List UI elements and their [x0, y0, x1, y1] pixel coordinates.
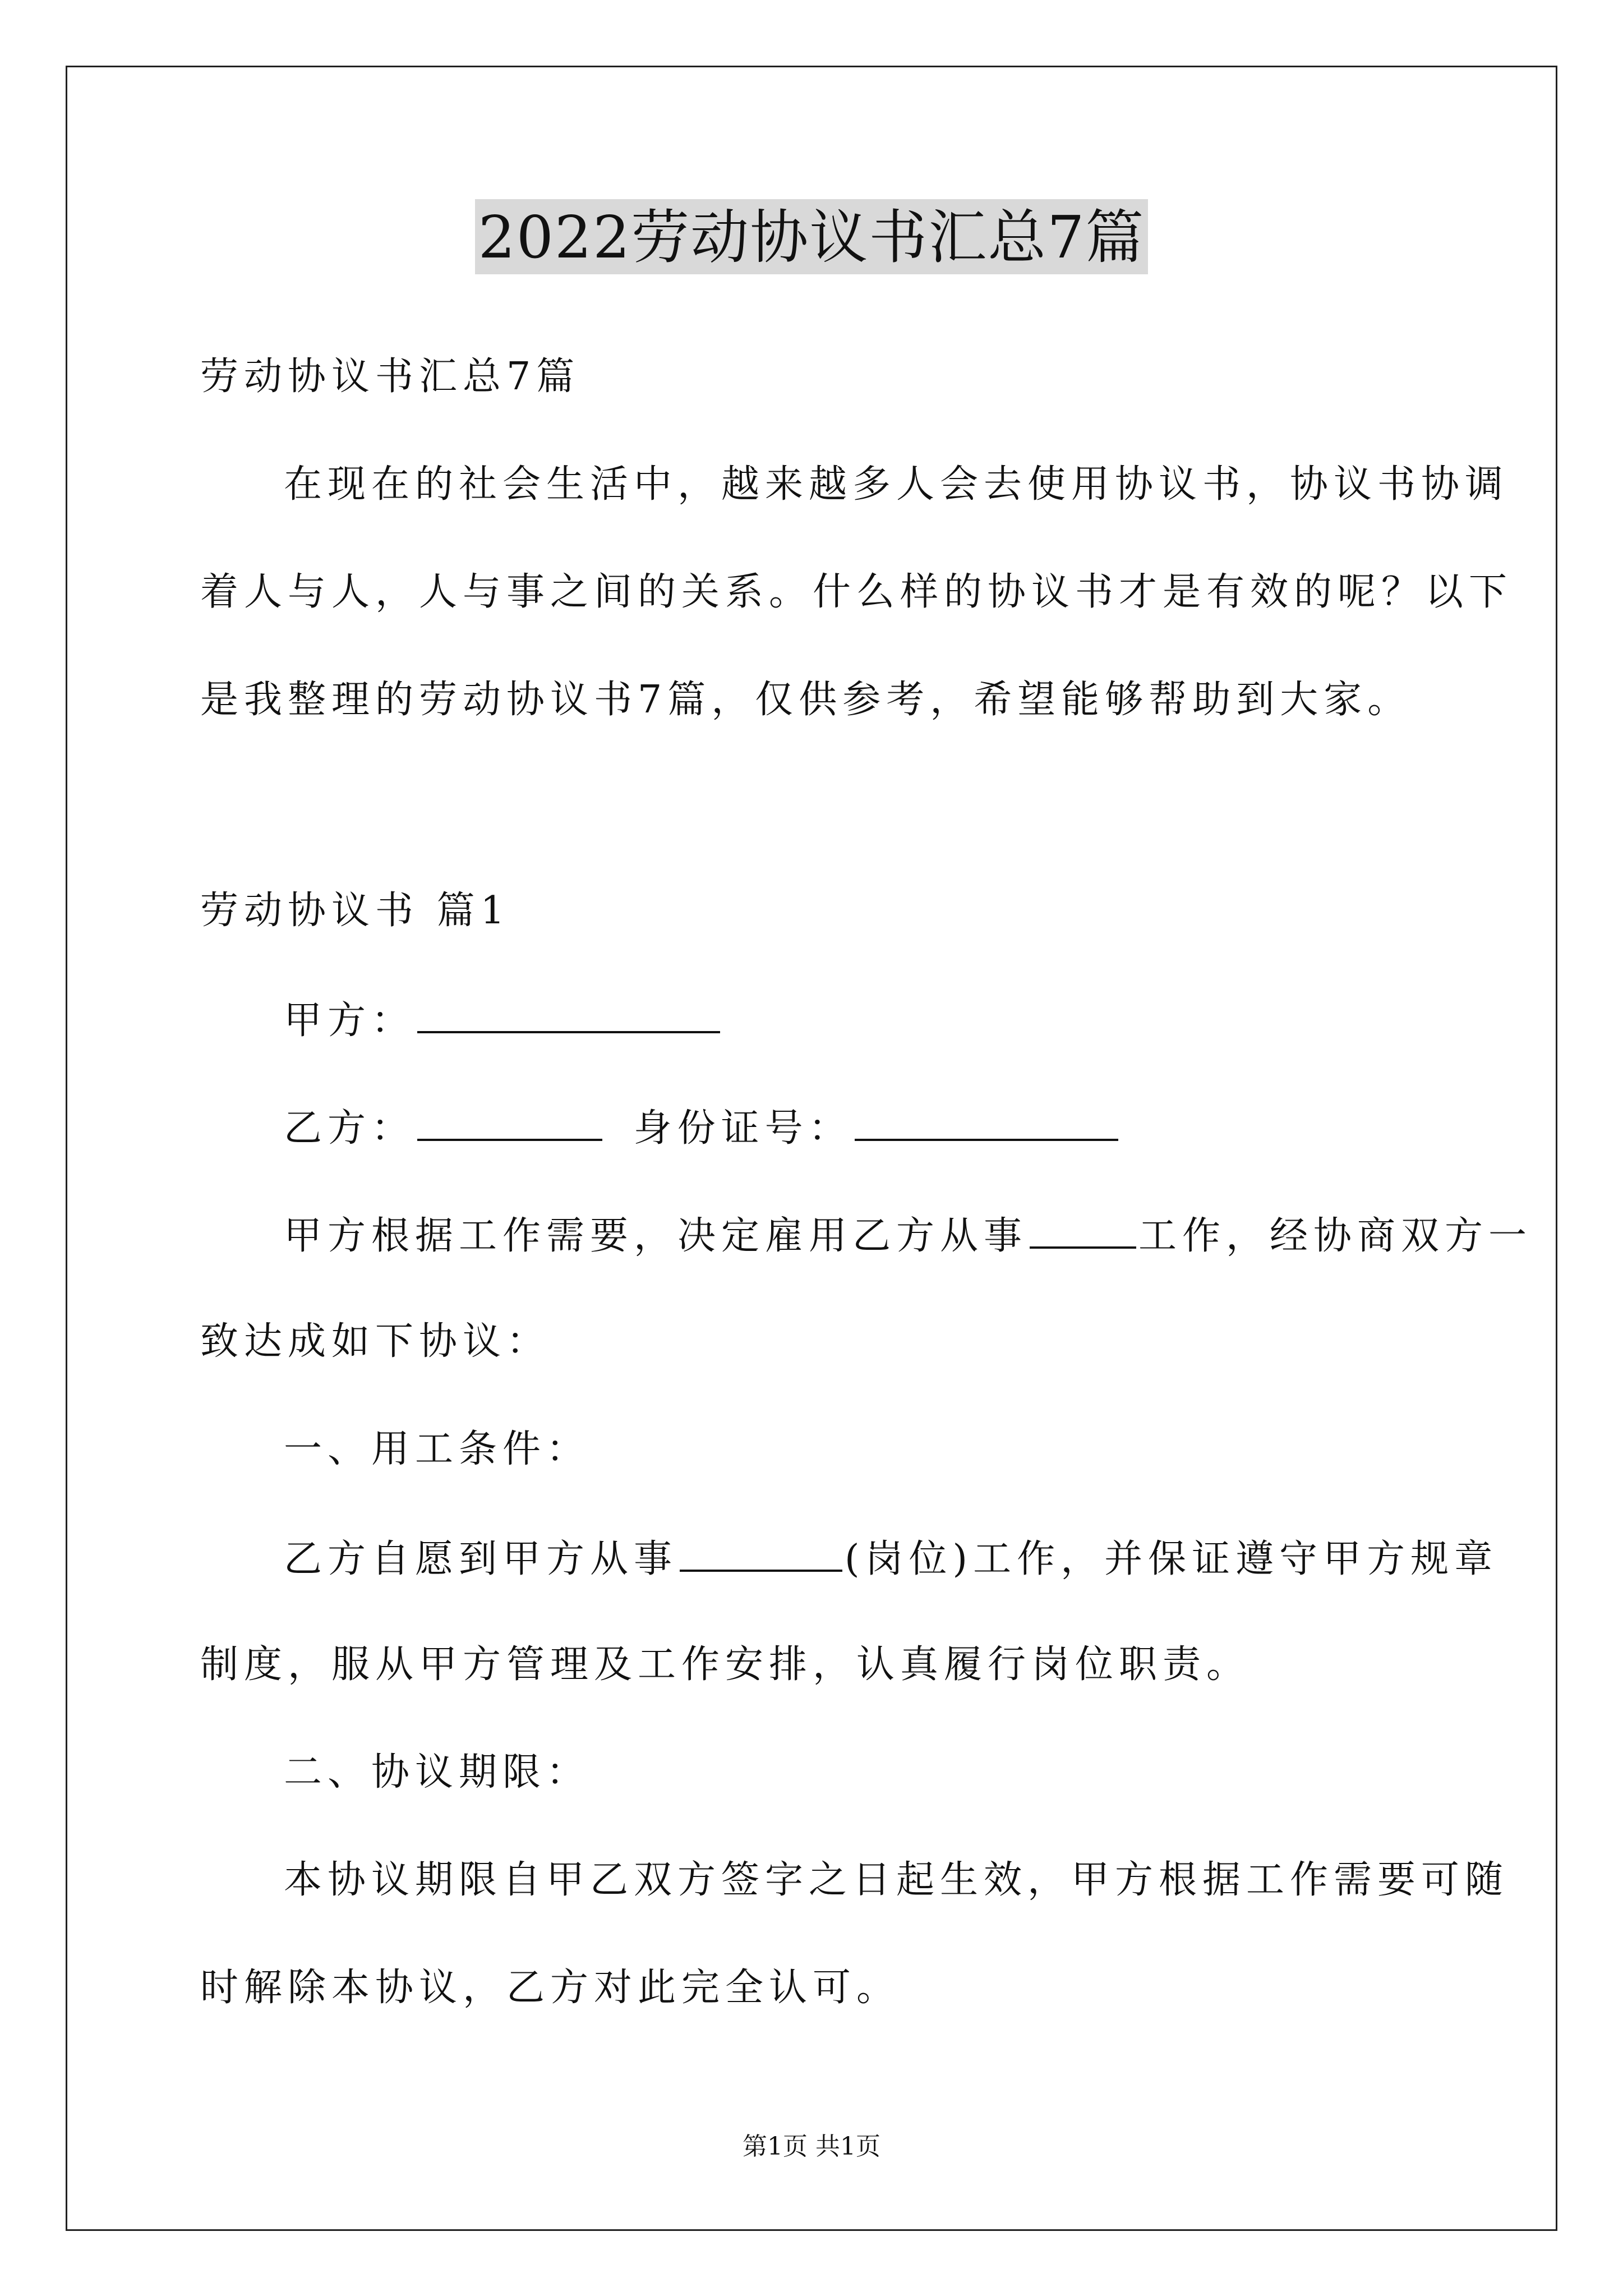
document-title: 2022劳动协议书汇总7篇 — [475, 199, 1149, 274]
party-a-label: 甲方： — [284, 999, 416, 1043]
id-number-label: 身份证号： — [633, 1106, 852, 1151]
clause1-heading: 一、用工条件： — [284, 1427, 591, 1471]
party-b-blank — [417, 1107, 602, 1141]
subtitle: 劳动协议书汇总7篇 — [200, 355, 580, 399]
intro-line-2: 着人与人，人与事之间的关系。什么样的协议书才是有效的呢？以下 — [200, 570, 1513, 614]
clause1-part1: 乙方自愿到甲方从事 — [284, 1537, 678, 1581]
page-footer: 第1页 共1页 — [743, 2132, 880, 2161]
intro-line-1: 在现在的社会生活中，越来越多人会去使用协议书，协议书协调 — [284, 462, 1509, 507]
id-number-blank — [855, 1107, 1118, 1141]
para1-line-1 — [284, 1214, 1533, 1258]
party-b-label: 乙方： — [284, 1106, 416, 1151]
party-a-blank — [417, 1000, 720, 1033]
job-blank — [1030, 1215, 1136, 1249]
party-b-line — [284, 1106, 1121, 1151]
intro-line-3: 是我整理的劳动协议书7篇，仅供参考，希望能够帮助到大家。 — [200, 678, 1412, 722]
clause2-line-1: 本协议期限自甲乙双方签字之日起生效，甲方根据工作需要可随 — [284, 1858, 1509, 1902]
para1-part2: 工作，经协商双方一 — [1138, 1214, 1533, 1258]
clause2-line-2: 时解除本协议，乙方对此完全认可。 — [200, 1966, 901, 2010]
clause1-part2: (岗位)工作，并保证遵守甲方规章 — [845, 1537, 1498, 1581]
party-a-line — [284, 999, 722, 1043]
position-blank — [680, 1538, 842, 1572]
para1-part1: 甲方根据工作需要，决定雇用乙方从事 — [284, 1214, 1028, 1258]
clause1-line-2: 制度，服从甲方管理及工作安排，认真履行岗位职责。 — [200, 1642, 1251, 1687]
clause2-heading: 二、协议期限： — [284, 1750, 591, 1795]
document-title-wrap — [0, 199, 1623, 274]
para1-line-2: 致达成如下协议： — [200, 1319, 551, 1364]
clause1-line-1 — [284, 1538, 1498, 1579]
section-heading: 劳动协议书 篇1 — [200, 889, 510, 933]
